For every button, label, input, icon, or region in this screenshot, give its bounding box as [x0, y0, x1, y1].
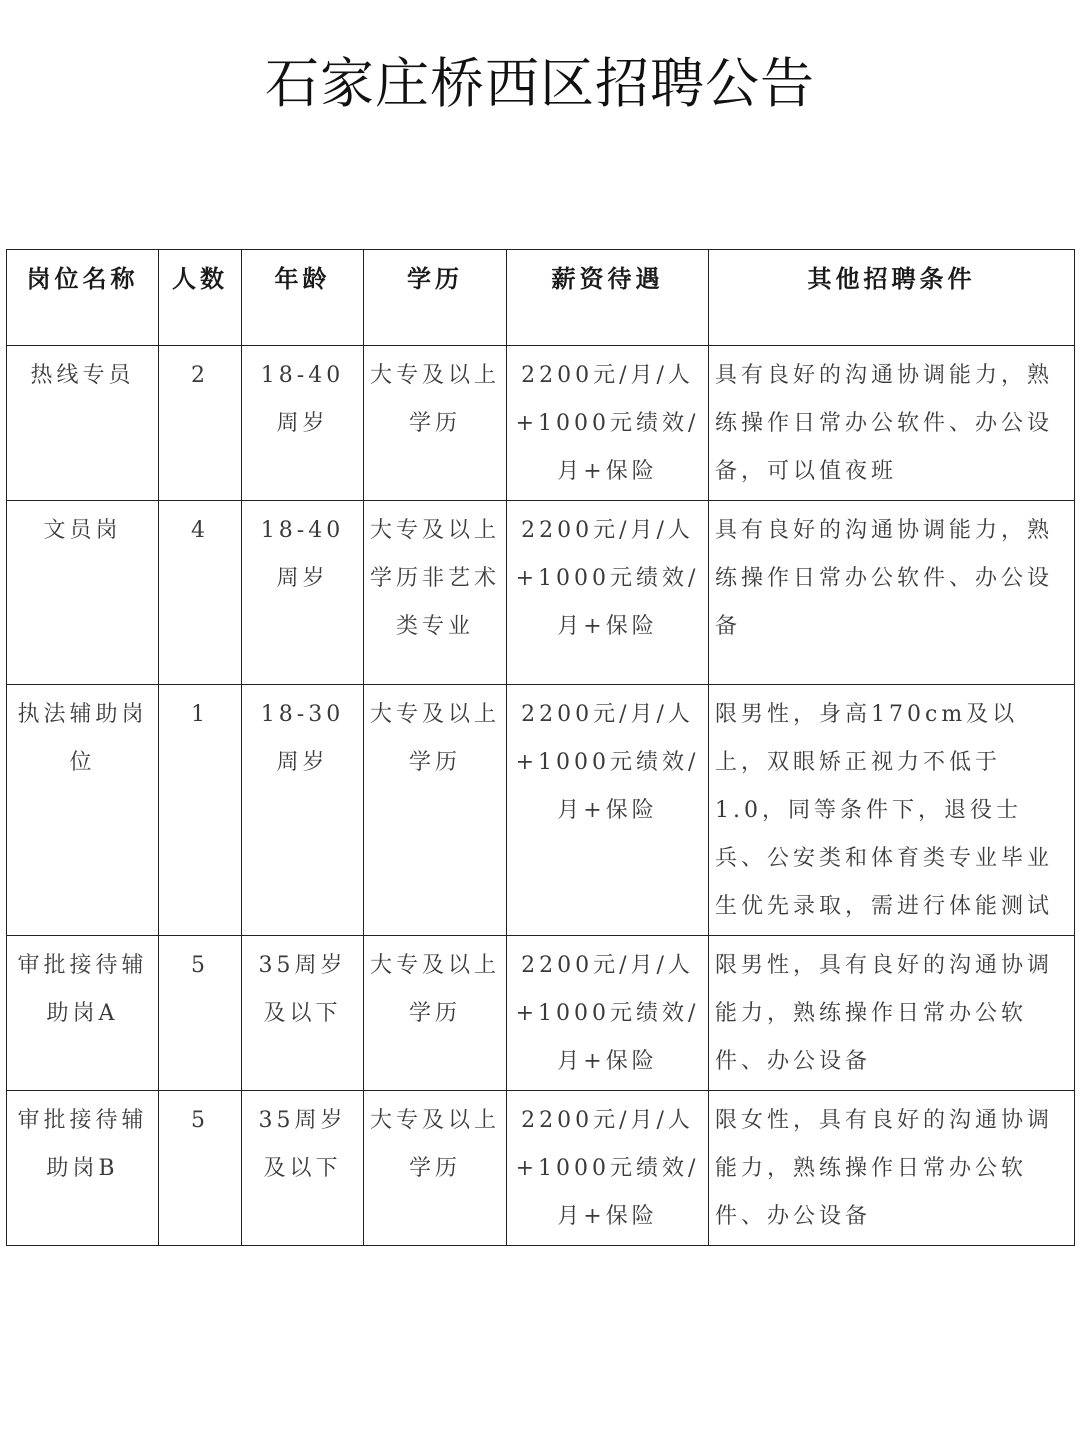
header-position: 岗位名称 — [7, 250, 159, 346]
cell-position: 热线专员 — [7, 346, 159, 501]
cell-other: 限男性，具有良好的沟通协调能力，熟练操作日常办公软件、办公设备 — [709, 936, 1075, 1091]
cell-education: 大专及以上学历 — [364, 346, 507, 501]
cell-salary: 2200元/月/人+1000元绩效/月+保险 — [507, 685, 709, 936]
cell-education: 大专及以上学历 — [364, 1091, 507, 1246]
cell-position: 执法辅助岗位 — [7, 685, 159, 936]
cell-position: 审批接待辅助岗B — [7, 1091, 159, 1246]
header-education: 学历 — [364, 250, 507, 346]
cell-count: 5 — [159, 1091, 242, 1246]
cell-count: 1 — [159, 685, 242, 936]
table-row — [7, 1091, 1075, 1246]
header-age: 年龄 — [242, 250, 364, 346]
table-row — [7, 936, 1075, 1091]
cell-salary: 2200元/月/人+1000元绩效/月+保险 — [507, 1091, 709, 1246]
cell-count: 4 — [159, 501, 242, 685]
header-count: 人数 — [159, 250, 242, 346]
table-row — [7, 346, 1075, 501]
table-row — [7, 685, 1075, 936]
cell-age: 35周岁及以下 — [242, 936, 364, 1091]
cell-other: 具有良好的沟通协调能力，熟练操作日常办公软件、办公设备，可以值夜班 — [709, 346, 1075, 501]
cell-education: 大专及以上学历 — [364, 936, 507, 1091]
cell-age: 18-40周岁 — [242, 346, 364, 501]
cell-education: 大专及以上学历 — [364, 685, 507, 936]
header-salary: 薪资待遇 — [507, 250, 709, 346]
cell-age: 18-30周岁 — [242, 685, 364, 936]
cell-other: 具有良好的沟通协调能力，熟练操作日常办公软件、办公设备 — [709, 501, 1075, 685]
cell-salary: 2200元/月/人+1000元绩效/月+保险 — [507, 346, 709, 501]
cell-age: 18-40周岁 — [242, 501, 364, 685]
header-other: 其他招聘条件 — [709, 250, 1075, 346]
cell-salary: 2200元/月/人+1000元绩效/月+保险 — [507, 936, 709, 1091]
recruitment-table — [6, 249, 1075, 1246]
cell-age: 35周岁及以下 — [242, 1091, 364, 1246]
cell-other: 限女性，具有良好的沟通协调能力，熟练操作日常办公软件、办公设备 — [709, 1091, 1075, 1246]
cell-education: 大专及以上学历非艺术类专业 — [364, 501, 507, 685]
cell-position: 审批接待辅助岗A — [7, 936, 159, 1091]
table-header-row — [7, 250, 1075, 346]
page-title: 石家庄桥西区招聘公告 — [265, 52, 815, 115]
cell-other: 限男性，身高170cm及以上，双眼矫正视力不低于1.0，同等条件下，退役士兵、公安类和体育类专业毕业生优先录取，需进行体能测试 — [709, 685, 1075, 936]
table-row — [7, 501, 1075, 685]
cell-count: 5 — [159, 936, 242, 1091]
cell-salary: 2200元/月/人+1000元绩效/月+保险 — [507, 501, 709, 685]
cell-position: 文员岗 — [7, 501, 159, 685]
cell-count: 2 — [159, 346, 242, 501]
